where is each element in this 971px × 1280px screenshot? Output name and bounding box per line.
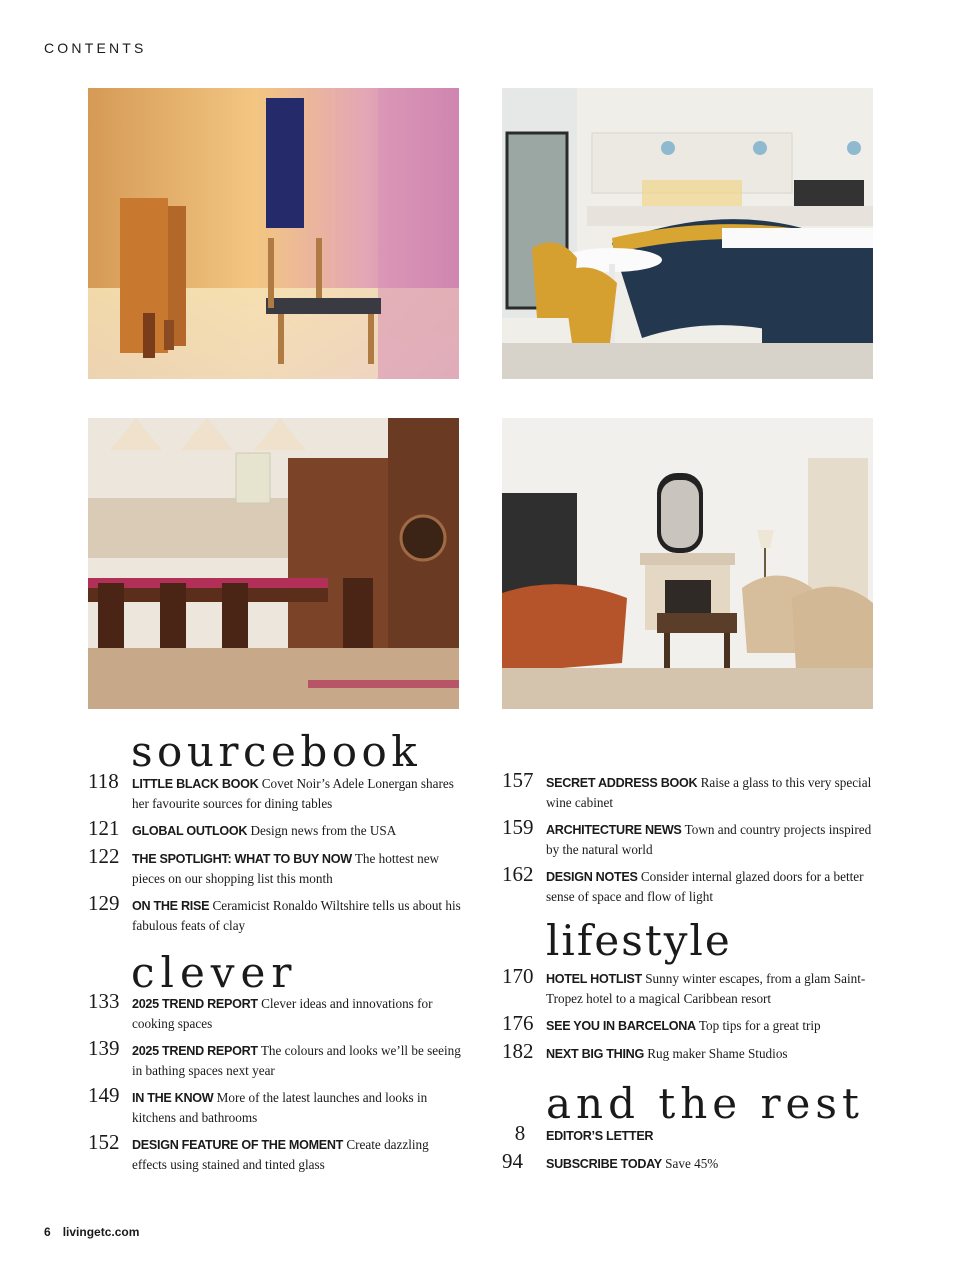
entry-description: The hottest new pieces on our shopping list this month (132, 851, 440, 886)
entry-description: The colours and looks we’ll be seeing in bathing spaces next year (132, 1043, 461, 1078)
entry-heading: NEXT BIG THING (546, 1047, 644, 1061)
page-number: 133 (88, 989, 120, 1013)
photo-living-room (502, 418, 873, 709)
entry-heading: DESIGN NOTES (546, 870, 638, 884)
photo-kitchen (502, 88, 873, 379)
page-number: 170 (502, 964, 534, 988)
toc-entry[interactable] (502, 768, 872, 812)
section-title-sourcebook: sourcebook (131, 727, 422, 776)
entry-heading: 2025 TREND REPORT (132, 997, 258, 1011)
toc-entry[interactable] (502, 1149, 832, 1174)
entry-heading: SECRET ADDRESS BOOK (546, 776, 698, 790)
entry-heading: ARCHITECTURE NEWS (546, 823, 682, 837)
entry-description: More of the latest launches and looks in kitchens and bathrooms (132, 1090, 428, 1125)
entry-heading: ON THE RISE (132, 899, 210, 913)
toc-entry[interactable] (88, 1130, 429, 1174)
page-number: 149 (88, 1083, 120, 1107)
page-number: 121 (88, 816, 120, 840)
page-number: 129 (88, 891, 120, 915)
entry-heading: HOTEL HOTLIST (546, 972, 642, 986)
page-number: 118 (88, 769, 119, 793)
toc-entry[interactable] (88, 891, 461, 935)
entry-heading: GLOBAL OUTLOOK (132, 824, 248, 838)
toc-entry[interactable] (502, 815, 872, 859)
entry-heading: EDITOR’S LETTER (546, 1129, 654, 1143)
entry-description: Ceramicist Ronaldo Wiltshire tells us about his fabulous feats of clay (132, 898, 461, 933)
entry-heading: IN THE KNOW (132, 1091, 214, 1105)
toc-entry[interactable] (88, 769, 454, 813)
page-number: 159 (502, 815, 534, 839)
entry-description: Save 45% (665, 1156, 719, 1171)
entry-description: Sunny winter escapes, from a glam Saint-Tropez hotel to a magical Caribbean resort (546, 971, 866, 1006)
contents-header: CONTENTS (44, 40, 147, 56)
footer-site-link[interactable]: livingetc.com (62, 1225, 140, 1239)
toc-entry[interactable] (88, 844, 440, 888)
photo-sculptural-interior (88, 88, 459, 379)
page-number: 176 (502, 1011, 534, 1035)
toc-entry[interactable] (502, 1011, 832, 1036)
section-title-clever: clever (131, 948, 298, 997)
photo-dining-room (88, 418, 459, 709)
toc-entry[interactable] (502, 1039, 832, 1064)
toc-entry[interactable] (502, 1121, 832, 1146)
entry-description: Top tips for a great trip (698, 1018, 821, 1033)
entry-heading: DESIGN FEATURE OF THE MOMENT (132, 1138, 344, 1152)
entry-description: Rug maker Shame Studios (647, 1046, 788, 1061)
entry-description: Town and country projects inspired by the natural world (546, 822, 872, 857)
entry-description: Create dazzling effects using stained and tinted glass (132, 1137, 429, 1172)
page-number: 162 (502, 862, 534, 886)
entry-heading: SUBSCRIBE TODAY (546, 1157, 662, 1171)
footer-page-number: 6 (44, 1225, 51, 1239)
page-number: 8 (514, 1121, 526, 1145)
page-number: 94 (502, 1149, 523, 1173)
section-title-lifestyle: lifestyle (546, 916, 732, 965)
entry-description: Covet Noir’s Adele Lonergan shares her favourite sources for dining tables (132, 776, 454, 811)
entry-heading: SEE YOU IN BARCELONA (546, 1019, 696, 1033)
toc-entry[interactable] (88, 1083, 428, 1127)
page-number: 139 (88, 1036, 120, 1060)
toc-entry[interactable] (88, 989, 433, 1033)
page-footer (44, 1225, 151, 1239)
entry-heading: 2025 TREND REPORT (132, 1044, 258, 1058)
page-number: 182 (502, 1039, 534, 1063)
entry-description: Raise a glass to this very special wine cabinet (546, 775, 872, 810)
entry-description: Design news from the USA (250, 823, 397, 838)
toc-entry[interactable] (502, 862, 864, 906)
page-number: 157 (502, 768, 534, 792)
section-title-rest: and the rest (546, 1079, 864, 1128)
toc-entry[interactable] (88, 816, 418, 841)
toc-entry[interactable] (88, 1036, 461, 1080)
entry-heading: LITTLE BLACK BOOK (132, 777, 259, 791)
entry-heading: THE SPOTLIGHT: WHAT TO BUY NOW (132, 852, 352, 866)
entry-description: Clever ideas and innovations for cooking spaces (132, 996, 433, 1031)
entry-description: Consider internal glazed doors for a better sense of space and flow of light (546, 869, 864, 904)
toc-entry[interactable] (502, 964, 866, 1008)
page-number: 152 (88, 1130, 120, 1154)
page-number: 122 (88, 844, 120, 868)
